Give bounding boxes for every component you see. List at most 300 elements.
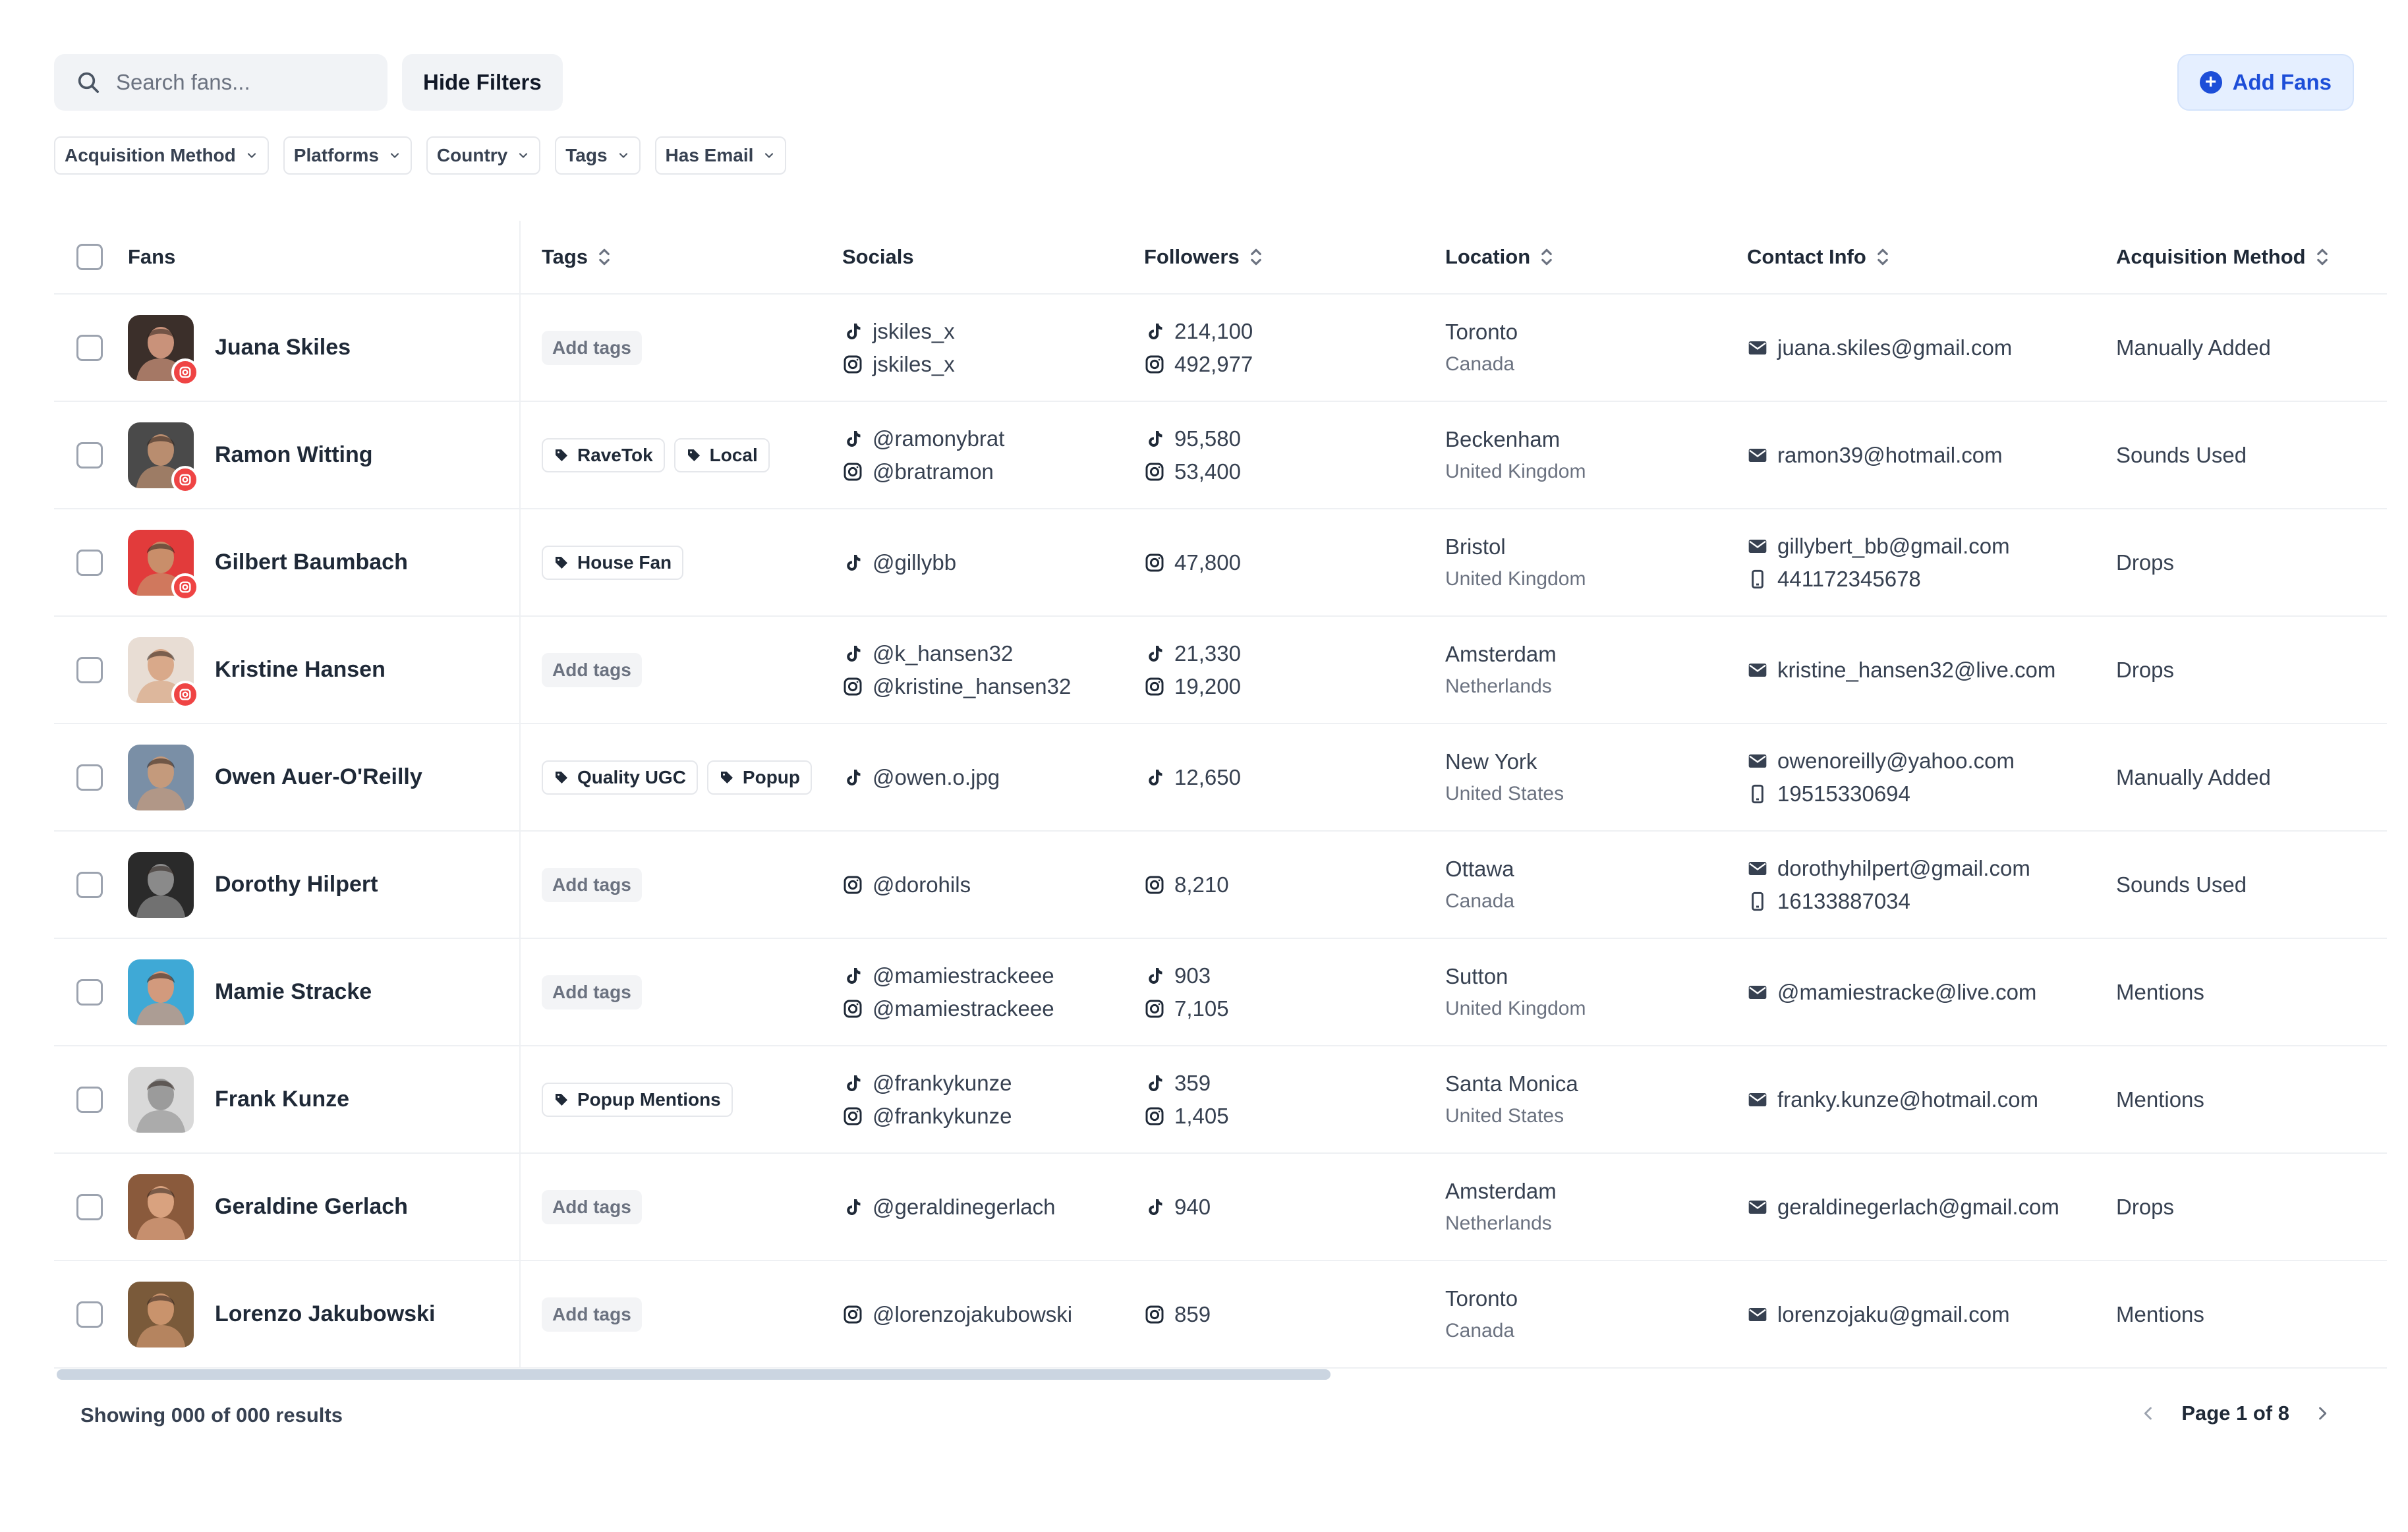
follower-count bbox=[1144, 1191, 1425, 1224]
mail-icon bbox=[1747, 536, 1768, 557]
instagram-icon bbox=[842, 1304, 863, 1325]
follower-count-text: 214,100 bbox=[1174, 318, 1253, 343]
sort-icon bbox=[1249, 246, 1263, 268]
acquisition-method: Sounds Used bbox=[2116, 872, 2247, 897]
social-handle-text: @kristine_hansen32 bbox=[873, 673, 1072, 698]
avatar[interactable] bbox=[128, 959, 194, 1025]
fan-name[interactable]: Juana Skiles bbox=[215, 335, 351, 360]
tiktok-icon bbox=[1144, 1197, 1165, 1218]
tag-icon bbox=[554, 1092, 569, 1108]
prev-page-button[interactable] bbox=[2135, 1400, 2162, 1427]
social-handle-text: @mamiestrackeee bbox=[873, 996, 1054, 1021]
contact-value: @mamiestracke@live.com bbox=[1777, 979, 2037, 1004]
location-city: Toronto bbox=[1445, 319, 1518, 344]
followers-cell bbox=[1124, 959, 1425, 1025]
contact-email bbox=[1747, 1083, 2096, 1116]
follower-count bbox=[1144, 761, 1425, 794]
row-checkbox[interactable] bbox=[76, 979, 103, 1006]
avatar[interactable] bbox=[128, 637, 194, 703]
chevron-down-icon bbox=[617, 149, 630, 162]
acquisition-cell bbox=[2096, 1195, 2387, 1220]
social-handle[interactable] bbox=[842, 455, 1124, 488]
social-handle[interactable] bbox=[842, 959, 1124, 992]
tag-label: Popup Mentions bbox=[577, 1089, 721, 1110]
table-row[interactable] bbox=[54, 1261, 2387, 1369]
follower-count bbox=[1144, 670, 1425, 703]
social-handle-text: @owen.o.jpg bbox=[873, 764, 1000, 789]
fan-name[interactable]: Dorothy Hilpert bbox=[215, 872, 378, 897]
instagram-icon bbox=[842, 874, 863, 895]
location-city: Beckenham bbox=[1445, 426, 1561, 451]
location-country: Canada bbox=[1445, 890, 1515, 912]
fan-cell bbox=[54, 295, 521, 401]
mail-icon bbox=[1747, 982, 1768, 1003]
chevron-down-icon bbox=[388, 149, 401, 162]
instagram-icon bbox=[842, 1106, 863, 1127]
social-handle[interactable] bbox=[842, 1191, 1124, 1224]
social-handle-text: @bratramon bbox=[873, 459, 994, 484]
header-tags-label: Tags bbox=[542, 245, 588, 268]
follower-count bbox=[1144, 315, 1425, 348]
contact-value: 16133887034 bbox=[1777, 888, 1910, 913]
chevron-left-icon bbox=[2139, 1404, 2158, 1423]
follower-count-text: 859 bbox=[1174, 1301, 1211, 1326]
table-row[interactable] bbox=[54, 1154, 2387, 1261]
tiktok-icon bbox=[1144, 321, 1165, 342]
follower-count bbox=[1144, 546, 1425, 579]
contact-value: geraldinegerlach@gmail.com bbox=[1777, 1194, 2059, 1219]
contact-phone bbox=[1747, 885, 2096, 918]
header-followers[interactable] bbox=[1124, 245, 1425, 269]
social-handle[interactable] bbox=[842, 992, 1124, 1025]
location-cell bbox=[1425, 423, 1727, 488]
tiktok-icon bbox=[1144, 1073, 1165, 1094]
header-socials bbox=[822, 245, 1124, 269]
location-country: United Kingdom bbox=[1445, 997, 1586, 1019]
instagram-icon bbox=[1144, 552, 1165, 573]
tag-label: House Fan bbox=[577, 552, 672, 573]
follower-count-text: 903 bbox=[1174, 963, 1211, 988]
social-handle[interactable] bbox=[842, 1298, 1124, 1331]
avatar-image bbox=[128, 1282, 194, 1348]
tags-cell bbox=[521, 331, 822, 365]
mail-icon bbox=[1747, 1089, 1768, 1110]
contact-email bbox=[1747, 654, 2096, 687]
select-all-checkbox[interactable] bbox=[76, 244, 103, 270]
social-handle[interactable] bbox=[842, 348, 1124, 381]
follower-count-text: 8,210 bbox=[1174, 872, 1229, 897]
social-handle-text: @frankykunze bbox=[873, 1070, 1012, 1095]
contact-cell bbox=[1727, 1298, 2096, 1331]
tiktok-icon bbox=[842, 767, 863, 788]
fan-name[interactable]: Ramon Witting bbox=[215, 442, 373, 467]
follower-count-text: 47,800 bbox=[1174, 550, 1241, 575]
contact-email bbox=[1747, 745, 2096, 778]
acquisition-method: Manually Added bbox=[2116, 335, 2271, 360]
followers-cell bbox=[1124, 422, 1425, 488]
fan-name[interactable]: Kristine Hansen bbox=[215, 657, 386, 682]
social-handle-text: @frankykunze bbox=[873, 1103, 1012, 1128]
add-tags-button[interactable]: Add tags bbox=[542, 975, 642, 1009]
social-handle[interactable] bbox=[842, 1100, 1124, 1133]
avatar-image bbox=[128, 1174, 194, 1240]
acquisition-method: Sounds Used bbox=[2116, 442, 2247, 467]
instagram-icon bbox=[1144, 874, 1165, 895]
contact-email bbox=[1747, 331, 2096, 364]
tag-chip[interactable] bbox=[542, 438, 665, 472]
location-country: United States bbox=[1445, 1104, 1564, 1127]
social-handle-text: jskiles_x bbox=[873, 351, 955, 376]
avatar-image bbox=[128, 959, 194, 1025]
followers-cell bbox=[1124, 315, 1425, 381]
instagram-icon bbox=[1144, 1106, 1165, 1127]
page-indicator: Page 1 of 8 bbox=[2181, 1402, 2289, 1425]
contact-email bbox=[1747, 1191, 2096, 1224]
tag-chip[interactable] bbox=[542, 546, 683, 580]
instagram-icon bbox=[842, 354, 863, 375]
tag-chip[interactable] bbox=[707, 760, 812, 795]
contact-email bbox=[1747, 439, 2096, 472]
fans-table bbox=[54, 221, 2387, 1369]
location-country: Canada bbox=[1445, 353, 1515, 375]
socials-cell bbox=[822, 546, 1124, 579]
follower-count bbox=[1144, 992, 1425, 1025]
fan-name[interactable]: Lorenzo Jakubowski bbox=[215, 1301, 436, 1326]
tiktok-icon bbox=[1144, 767, 1165, 788]
add-fans-label: Add Fans bbox=[2232, 70, 2332, 94]
table-row[interactable] bbox=[54, 724, 2387, 832]
phone-icon bbox=[1747, 569, 1768, 590]
header-acquisition[interactable] bbox=[2096, 245, 2387, 269]
tiktok-icon bbox=[842, 1197, 863, 1218]
follower-count-text: 19,200 bbox=[1174, 673, 1241, 698]
search-input[interactable] bbox=[116, 70, 366, 95]
header-location-label: Location bbox=[1445, 245, 1531, 268]
tag-icon bbox=[554, 447, 569, 463]
followers-cell bbox=[1124, 637, 1425, 703]
contact-cell bbox=[1727, 1083, 2096, 1116]
filter-label: Acquisition Method bbox=[65, 145, 236, 165]
location-cell bbox=[1425, 745, 1727, 810]
fan-cell bbox=[54, 1154, 521, 1260]
location-city: Sutton bbox=[1445, 963, 1508, 988]
location-city: Ottawa bbox=[1445, 856, 1514, 881]
filter-dropdown[interactable] bbox=[555, 136, 640, 175]
tag-chip[interactable] bbox=[542, 760, 698, 795]
follower-count-text: 53,400 bbox=[1174, 459, 1241, 484]
tags-cell bbox=[521, 438, 822, 472]
row-checkbox[interactable] bbox=[76, 550, 103, 576]
social-handle[interactable] bbox=[842, 422, 1124, 455]
contact-cell bbox=[1727, 654, 2096, 687]
contact-phone bbox=[1747, 778, 2096, 810]
table-row[interactable] bbox=[54, 509, 2387, 617]
tag-icon bbox=[686, 447, 702, 463]
location-cell bbox=[1425, 1175, 1727, 1239]
tags-cell bbox=[521, 546, 822, 580]
contact-value: gillybert_bb@gmail.com bbox=[1777, 533, 2010, 558]
plus-circle-icon: + bbox=[2200, 71, 2222, 94]
table-row[interactable] bbox=[54, 402, 2387, 509]
chevron-right-icon bbox=[2313, 1404, 2332, 1423]
location-cell bbox=[1425, 1067, 1727, 1132]
acquisition-method: Mentions bbox=[2116, 979, 2204, 1004]
header-fans bbox=[54, 221, 521, 293]
contact-cell bbox=[1727, 852, 2096, 918]
location-city: Santa Monica bbox=[1445, 1071, 1578, 1096]
location-cell bbox=[1425, 960, 1727, 1025]
fan-name[interactable]: Frank Kunze bbox=[215, 1087, 350, 1112]
follower-count bbox=[1144, 637, 1425, 670]
avatar[interactable] bbox=[128, 1174, 194, 1240]
fan-name[interactable]: Owen Auer-O'Reilly bbox=[215, 764, 422, 789]
fan-name[interactable]: Gilbert Baumbach bbox=[215, 550, 408, 575]
social-handle-text: @lorenzojakubowski bbox=[873, 1301, 1073, 1326]
add-tags-button[interactable]: Add tags bbox=[542, 1190, 642, 1224]
add-tags-button[interactable]: Add tags bbox=[542, 331, 642, 365]
avatar[interactable] bbox=[128, 530, 194, 596]
tiktok-icon bbox=[842, 1073, 863, 1094]
horizontal-scrollbar[interactable] bbox=[57, 1369, 1331, 1380]
mail-icon bbox=[1747, 1304, 1768, 1325]
location-cell bbox=[1425, 1282, 1727, 1347]
social-handle[interactable] bbox=[842, 1067, 1124, 1100]
platform-badge-icon bbox=[171, 681, 199, 708]
followers-cell bbox=[1124, 546, 1425, 579]
table-row[interactable] bbox=[54, 295, 2387, 402]
row-checkbox[interactable] bbox=[76, 335, 103, 361]
header-acquisition-label: Acquisition Method bbox=[2116, 245, 2306, 268]
instagram-icon bbox=[842, 676, 863, 697]
row-checkbox[interactable] bbox=[76, 442, 103, 468]
table-row[interactable] bbox=[54, 939, 2387, 1046]
toolbar bbox=[54, 54, 2354, 111]
header-contact[interactable] bbox=[1727, 245, 2096, 269]
tag-chip[interactable] bbox=[674, 438, 770, 472]
follower-count-text: 1,405 bbox=[1174, 1103, 1229, 1128]
social-handle[interactable] bbox=[842, 670, 1124, 703]
location-city: Toronto bbox=[1445, 1286, 1518, 1311]
social-handle[interactable] bbox=[842, 546, 1124, 579]
sort-icon bbox=[1539, 246, 1554, 268]
row-checkbox[interactable] bbox=[76, 764, 103, 791]
follower-count-text: 492,977 bbox=[1174, 351, 1253, 376]
location-country: United States bbox=[1445, 782, 1564, 805]
chevron-down-icon bbox=[762, 149, 776, 162]
avatar[interactable] bbox=[128, 315, 194, 381]
follower-count bbox=[1144, 348, 1425, 381]
mail-icon bbox=[1747, 445, 1768, 466]
social-handle[interactable] bbox=[842, 761, 1124, 794]
social-handle-text: @mamiestrackeee bbox=[873, 963, 1054, 988]
avatar[interactable] bbox=[128, 1067, 194, 1133]
follower-count-text: 7,105 bbox=[1174, 996, 1229, 1021]
tags-cell bbox=[521, 975, 822, 1009]
acquisition-cell bbox=[2096, 872, 2387, 897]
contact-cell bbox=[1727, 745, 2096, 810]
header-tags[interactable] bbox=[521, 245, 822, 269]
tag-icon bbox=[719, 770, 735, 785]
platform-badge-icon bbox=[171, 466, 199, 494]
avatar-image bbox=[128, 745, 194, 810]
add-tags-button[interactable]: Add tags bbox=[542, 868, 642, 902]
tags-cell bbox=[521, 653, 822, 687]
instagram-icon bbox=[842, 998, 863, 1019]
socials-cell bbox=[822, 422, 1124, 488]
acquisition-cell bbox=[2096, 443, 2387, 468]
socials-cell bbox=[822, 1298, 1124, 1331]
contact-cell bbox=[1727, 439, 2096, 472]
followers-cell bbox=[1124, 1191, 1425, 1224]
tag-label: RaveTok bbox=[577, 444, 653, 465]
followers-cell bbox=[1124, 868, 1425, 901]
location-city: Bristol bbox=[1445, 534, 1506, 559]
fan-cell bbox=[54, 724, 521, 830]
follower-count-text: 95,580 bbox=[1174, 426, 1241, 451]
mail-icon bbox=[1747, 660, 1768, 681]
tags-cell bbox=[521, 1083, 822, 1117]
follower-count bbox=[1144, 1100, 1425, 1133]
socials-cell bbox=[822, 761, 1124, 794]
acquisition-method: Mentions bbox=[2116, 1087, 2204, 1112]
sort-icon bbox=[597, 246, 612, 268]
location-city: Amsterdam bbox=[1445, 641, 1557, 666]
avatar-image bbox=[128, 852, 194, 918]
tag-icon bbox=[554, 770, 569, 785]
contact-cell bbox=[1727, 331, 2096, 364]
row-checkbox[interactable] bbox=[76, 1301, 103, 1328]
mail-icon bbox=[1747, 858, 1768, 879]
filter-label: Tags bbox=[565, 145, 608, 165]
tiktok-icon bbox=[842, 552, 863, 573]
socials-cell bbox=[822, 959, 1124, 1025]
social-handle[interactable] bbox=[842, 637, 1124, 670]
contact-value: kristine_hansen32@live.com bbox=[1777, 657, 2056, 682]
hide-filters-button[interactable]: Hide Filters bbox=[402, 54, 563, 111]
follower-count bbox=[1144, 1067, 1425, 1100]
table-row[interactable] bbox=[54, 832, 2387, 939]
chevron-down-icon bbox=[245, 149, 258, 162]
row-checkbox[interactable] bbox=[76, 1194, 103, 1220]
row-checkbox[interactable] bbox=[76, 872, 103, 898]
avatar[interactable] bbox=[128, 422, 194, 488]
header-location[interactable] bbox=[1425, 245, 1727, 269]
contact-cell bbox=[1727, 976, 2096, 1009]
chevron-down-icon bbox=[517, 149, 530, 162]
pagination bbox=[2135, 1400, 2336, 1427]
tags-cell bbox=[521, 760, 822, 795]
social-handle-text: @geraldinegerlach bbox=[873, 1194, 1056, 1219]
tiktok-icon bbox=[1144, 428, 1165, 449]
add-tags-button[interactable]: Add tags bbox=[542, 653, 642, 687]
social-handle-text: jskiles_x bbox=[873, 318, 955, 343]
fan-cell bbox=[54, 939, 521, 1045]
follower-count-text: 940 bbox=[1174, 1194, 1211, 1219]
filter-dropdown[interactable] bbox=[54, 136, 269, 175]
contact-email bbox=[1747, 852, 2096, 885]
follower-count-text: 359 bbox=[1174, 1070, 1211, 1095]
add-tags-button[interactable]: Add tags bbox=[542, 1297, 642, 1332]
phone-icon bbox=[1747, 891, 1768, 912]
filter-label: Country bbox=[436, 145, 508, 165]
contact-value: juana.skiles@gmail.com bbox=[1777, 335, 2013, 360]
fan-name[interactable]: Mamie Stracke bbox=[215, 979, 372, 1004]
filter-dropdown[interactable] bbox=[655, 136, 787, 175]
instagram-icon bbox=[1144, 354, 1165, 375]
add-fans-button[interactable] bbox=[2177, 54, 2354, 111]
location-country: United Kingdom bbox=[1445, 567, 1586, 590]
location-country: United Kingdom bbox=[1445, 460, 1586, 482]
tiktok-icon bbox=[1144, 965, 1165, 986]
acquisition-cell bbox=[2096, 550, 2387, 575]
social-handle-text: @gillybb bbox=[873, 550, 957, 575]
header-socials-label: Socials bbox=[842, 245, 914, 268]
table-header bbox=[54, 221, 2387, 295]
filter-dropdown[interactable] bbox=[283, 136, 412, 175]
social-handle[interactable] bbox=[842, 868, 1124, 901]
social-handle[interactable] bbox=[842, 315, 1124, 348]
table-body bbox=[54, 295, 2387, 1369]
avatar[interactable] bbox=[128, 852, 194, 918]
tiktok-icon bbox=[1144, 643, 1165, 664]
tiktok-icon bbox=[842, 643, 863, 664]
filter-dropdown[interactable] bbox=[426, 136, 540, 175]
socials-cell bbox=[822, 868, 1124, 901]
next-page-button[interactable] bbox=[2309, 1400, 2336, 1427]
tiktok-icon bbox=[842, 321, 863, 342]
location-country: Canada bbox=[1445, 1319, 1515, 1342]
search-box[interactable] bbox=[54, 54, 387, 111]
platform-badge-icon bbox=[171, 573, 199, 601]
location-cell bbox=[1425, 638, 1727, 702]
location-cell bbox=[1425, 530, 1727, 595]
fan-cell bbox=[54, 402, 521, 508]
header-fans-label: Fans bbox=[128, 245, 176, 268]
avatar[interactable] bbox=[128, 1282, 194, 1348]
acquisition-method: Drops bbox=[2116, 657, 2175, 682]
row-checkbox[interactable] bbox=[76, 1087, 103, 1113]
tag-label: Local bbox=[709, 444, 758, 465]
tag-chip[interactable] bbox=[542, 1083, 733, 1117]
header-contact-label: Contact Info bbox=[1747, 245, 1866, 268]
socials-cell bbox=[822, 1067, 1124, 1133]
contact-value: owenoreilly@yahoo.com bbox=[1777, 748, 2015, 773]
row-checkbox[interactable] bbox=[76, 657, 103, 683]
instagram-icon bbox=[1144, 461, 1165, 482]
contact-value: 19515330694 bbox=[1777, 781, 1910, 806]
acquisition-method: Mentions bbox=[2116, 1301, 2204, 1326]
instagram-icon bbox=[1144, 1304, 1165, 1325]
header-followers-label: Followers bbox=[1144, 245, 1240, 268]
acquisition-cell bbox=[2096, 658, 2387, 683]
avatar[interactable] bbox=[128, 745, 194, 810]
location-city: Amsterdam bbox=[1445, 1178, 1557, 1203]
search-icon bbox=[75, 69, 101, 96]
location-cell bbox=[1425, 853, 1727, 917]
table-row[interactable] bbox=[54, 617, 2387, 724]
fan-name[interactable]: Geraldine Gerlach bbox=[215, 1194, 408, 1219]
contact-value: ramon39@hotmail.com bbox=[1777, 442, 2003, 467]
sort-icon bbox=[1876, 246, 1890, 268]
followers-cell bbox=[1124, 1298, 1425, 1331]
contact-cell bbox=[1727, 530, 2096, 596]
table-row[interactable] bbox=[54, 1046, 2387, 1154]
platform-badge-icon bbox=[171, 358, 199, 386]
phone-icon bbox=[1747, 783, 1768, 805]
acquisition-cell bbox=[2096, 765, 2387, 790]
mail-icon bbox=[1747, 337, 1768, 358]
contact-value: dorothyhilpert@gmail.com bbox=[1777, 855, 2030, 880]
